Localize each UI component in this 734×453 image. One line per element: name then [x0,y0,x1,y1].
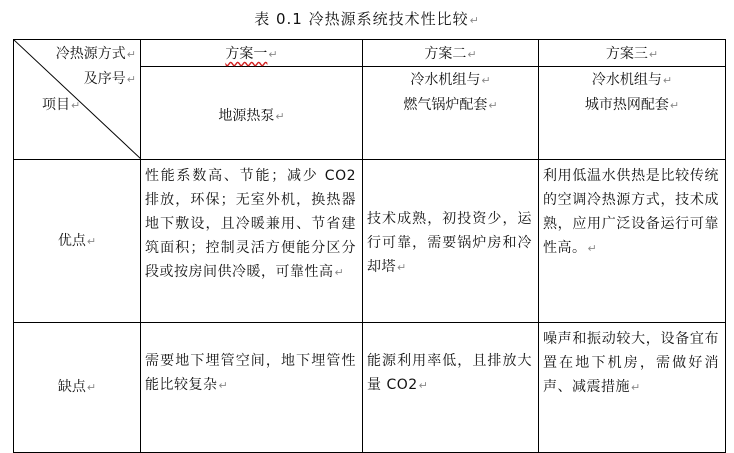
cons-label: 缺点↵ [14,323,141,453]
comparison-table [13,39,726,453]
pros-label: 优点↵ [14,160,141,323]
row-heading-line2: 及序号↵ [83,71,136,87]
plan-3-desc: 冷水机组与↵ 城市热网配套↵ [584,72,680,113]
plan-1-desc: 地源热泵↵ [218,108,285,124]
plan-2-cons: 能源利用率低，且排放大量 CO2↵ [363,323,539,453]
plan-2-pros: 技术成熟，初投资少，运行可靠，需要锅炉房和冷却塔↵ [363,160,539,323]
cons-row [14,323,726,453]
plan-1-name: 方案一↵ [141,42,362,67]
plan-3-name: 方案三↵ [539,42,725,67]
diagonal-header-cell [14,40,141,160]
plan-1-header [141,40,363,160]
table-caption [0,8,734,29]
plan-2-desc: 冷水机组与↵ 燃气锅炉配套↵ [403,72,498,113]
col-heading: 项目↵ [42,97,81,113]
caption-text: 表 0.1 冷热源系统技术性比较 [254,10,469,28]
plan-3-cons: 噪声和振动较大，设备宜布置在地下机房，需做好消声、减震措施↵ [539,323,726,453]
row-heading-line1: 冷热源方式↵ [55,46,136,62]
plan-1-pros: 性能系数高、节能；减少 CO2 排放，环保；无室外机，换热器地下敷设，且冷暖兼用、节省建筑面积；控制灵活方便能分区分段或按房间供冷暖，可靠性高↵ [141,160,363,323]
plan-1-cons: 需要地下埋管空间，地下埋管性能比较复杂↵ [141,323,363,453]
plan-3-pros: 利用低温水供热是比较传统的空调冷热源方式，技术成熟，应用广泛设备运行可靠性高。↵ [539,160,726,323]
plan-2-name: 方案二↵ [363,42,538,67]
header-row [14,40,726,160]
plan-3-header [539,40,726,160]
pros-row [14,160,726,323]
plan-2-header [363,40,539,160]
paragraph-mark-icon: ↵ [469,14,480,27]
